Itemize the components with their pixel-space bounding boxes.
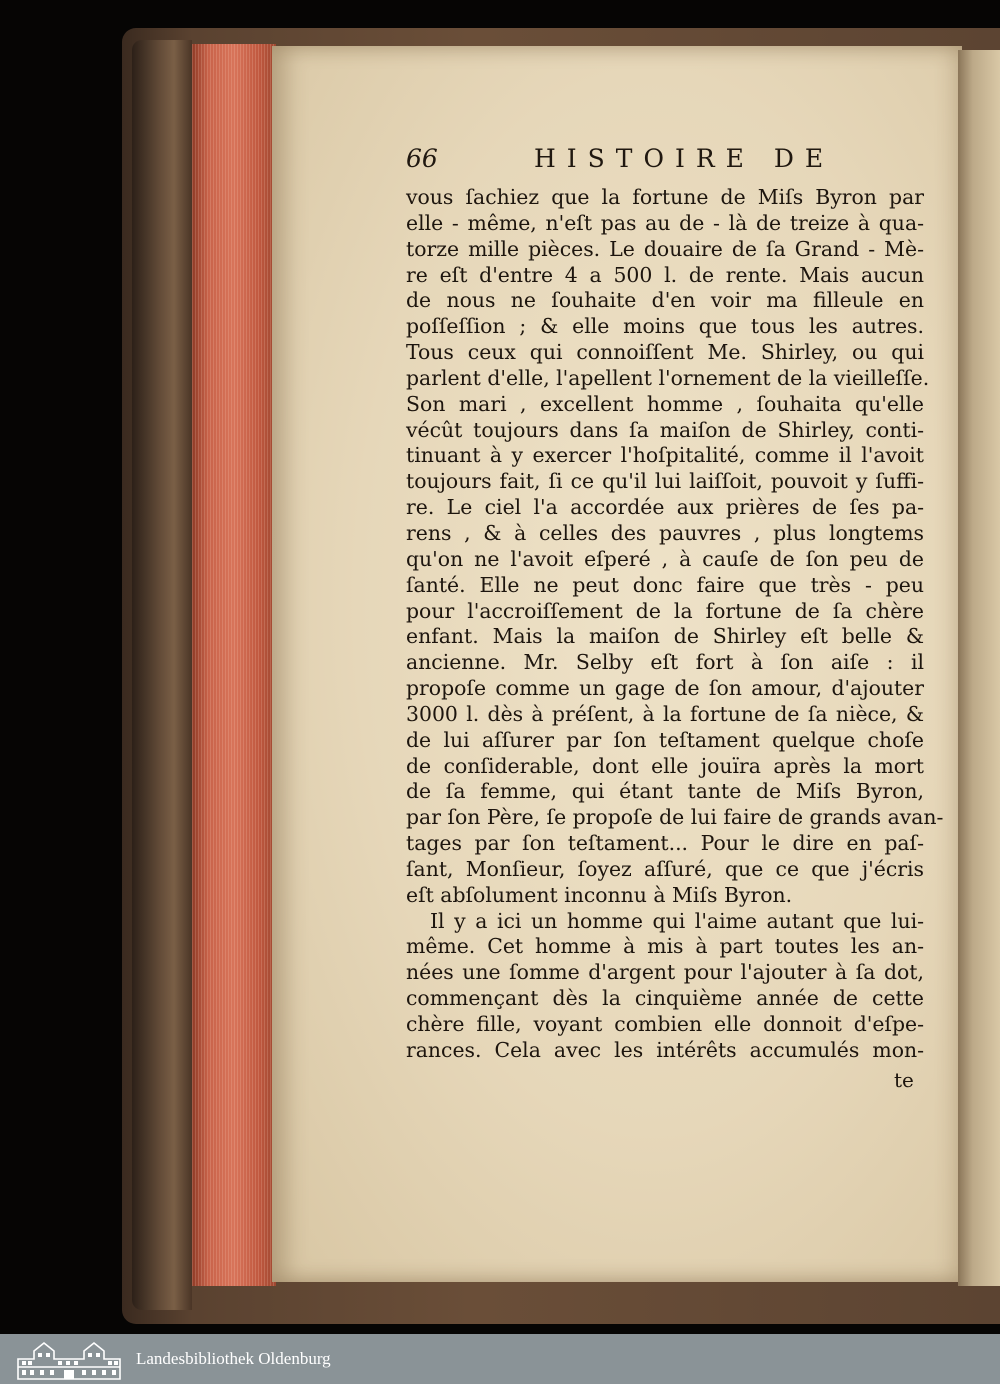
text-line: eſt abſolument inconnu à Miſs Byron. [406,882,793,907]
text-line: parlent d'elle, l'apellent l'ornement de la vieilleſſe. [406,365,930,390]
text-line: tinuant à y exercer l'hoſpitalité, comme il l'avoit [406,443,924,468]
red-page-edges [192,44,276,1286]
text-line: vous ſachiez que la fortune de Miſs Byron par [406,185,924,209]
text-line: ſanté. Elle ne peut donc faire que très - peu [406,572,924,597]
text-line: de nous ne ſouhaite d'en voir ma filleule en [406,288,924,313]
text-line: rens , & à celles des pauvres , plus longtems [406,520,924,545]
footer-bar [0,1334,1000,1384]
text-line: toujours fait, ſi ce qu'il lui laiſſoit, pouvoit y ſuffi- [406,469,924,494]
text-line: chère fille, voyant combien elle donnoit d'eſpe- [406,1012,924,1036]
text-line: par ſon Père, ſe propoſe de lui faire de grands avan- [406,805,944,830]
body-text [406,185,944,1064]
page-number: 66 [406,144,438,173]
text-line: propoſe comme un gage de ſon amour, d'ajouter [406,676,924,701]
text-line: de lui aſſurer par ſon teſtament quelque choſe [406,727,924,752]
page-gutter [958,50,1000,1286]
text-line: poſſeſſion ; & elle moins que tous les autres. [406,314,924,339]
book-spine-edge [132,40,192,1310]
text-line: rances. Cela avec les intérêts accumulés mon- [406,1037,924,1062]
text-line: ſant, Monſieur, ſoyez aſſuré, que ce que j'écris [406,856,924,881]
text-line: 3000 l. dès à préſent, à la fortune de ſa nièce, & [406,701,924,726]
text-line: commençant dès la cinquième année de cette [406,986,924,1011]
catchword: te [894,1068,914,1092]
text-line: même. Cet homme à mis à part toutes les an- [406,934,924,959]
text-line: torze mille pièces. Le douaire de ſa Grand - Mè- [406,236,924,261]
page-header [406,144,926,178]
text-line: nées une ſomme d'argent pour l'ajouter à ſa dot, [406,960,924,985]
text-line: tages par ſon teſtament... Pour le dire en paſ- [406,831,924,856]
text-line: Tous ceux qui connoiſſent Me. Shirley, ou qui [406,340,924,365]
text-line: re eſt d'entre 4 a 500 l. de rente. Mais aucun [406,262,924,287]
library-name: Landesbibliothek Oldenburg [136,1349,331,1368]
text-line: Son mari , excellent homme , ſouhaita qu'elle [406,391,924,416]
library-building-icon [14,1337,124,1381]
text-line: re. Le ciel l'a accordée aux prières de ſes pa- [406,495,924,520]
text-line: Il y a ici un homme qui l'aime autant que lui- [430,908,924,933]
running-head: HISTOIRE DE [534,144,835,173]
text-line: de ſa femme, qui étant tante de Miſs Byron, [406,779,924,804]
text-line: pour l'accroiſſement de la fortune de ſa chère [406,598,924,623]
text-line: vécût toujours dans ſa maiſon de Shirley, conti- [406,417,924,442]
text-line: ancienne. Mr. Selby eſt fort à ſon aiſe : il [406,650,924,675]
text-line: de conſiderable, dont elle jouïra après la mort [406,753,924,778]
text-line: qu'on ne l'avoit eſperé , à cauſe de ſon peu de [406,546,924,571]
text-line: enfant. Mais la maiſon de Shirley eſt belle & [406,624,924,649]
text-line: elle - même, n'eſt pas au de - là de treize à qua- [406,210,924,235]
